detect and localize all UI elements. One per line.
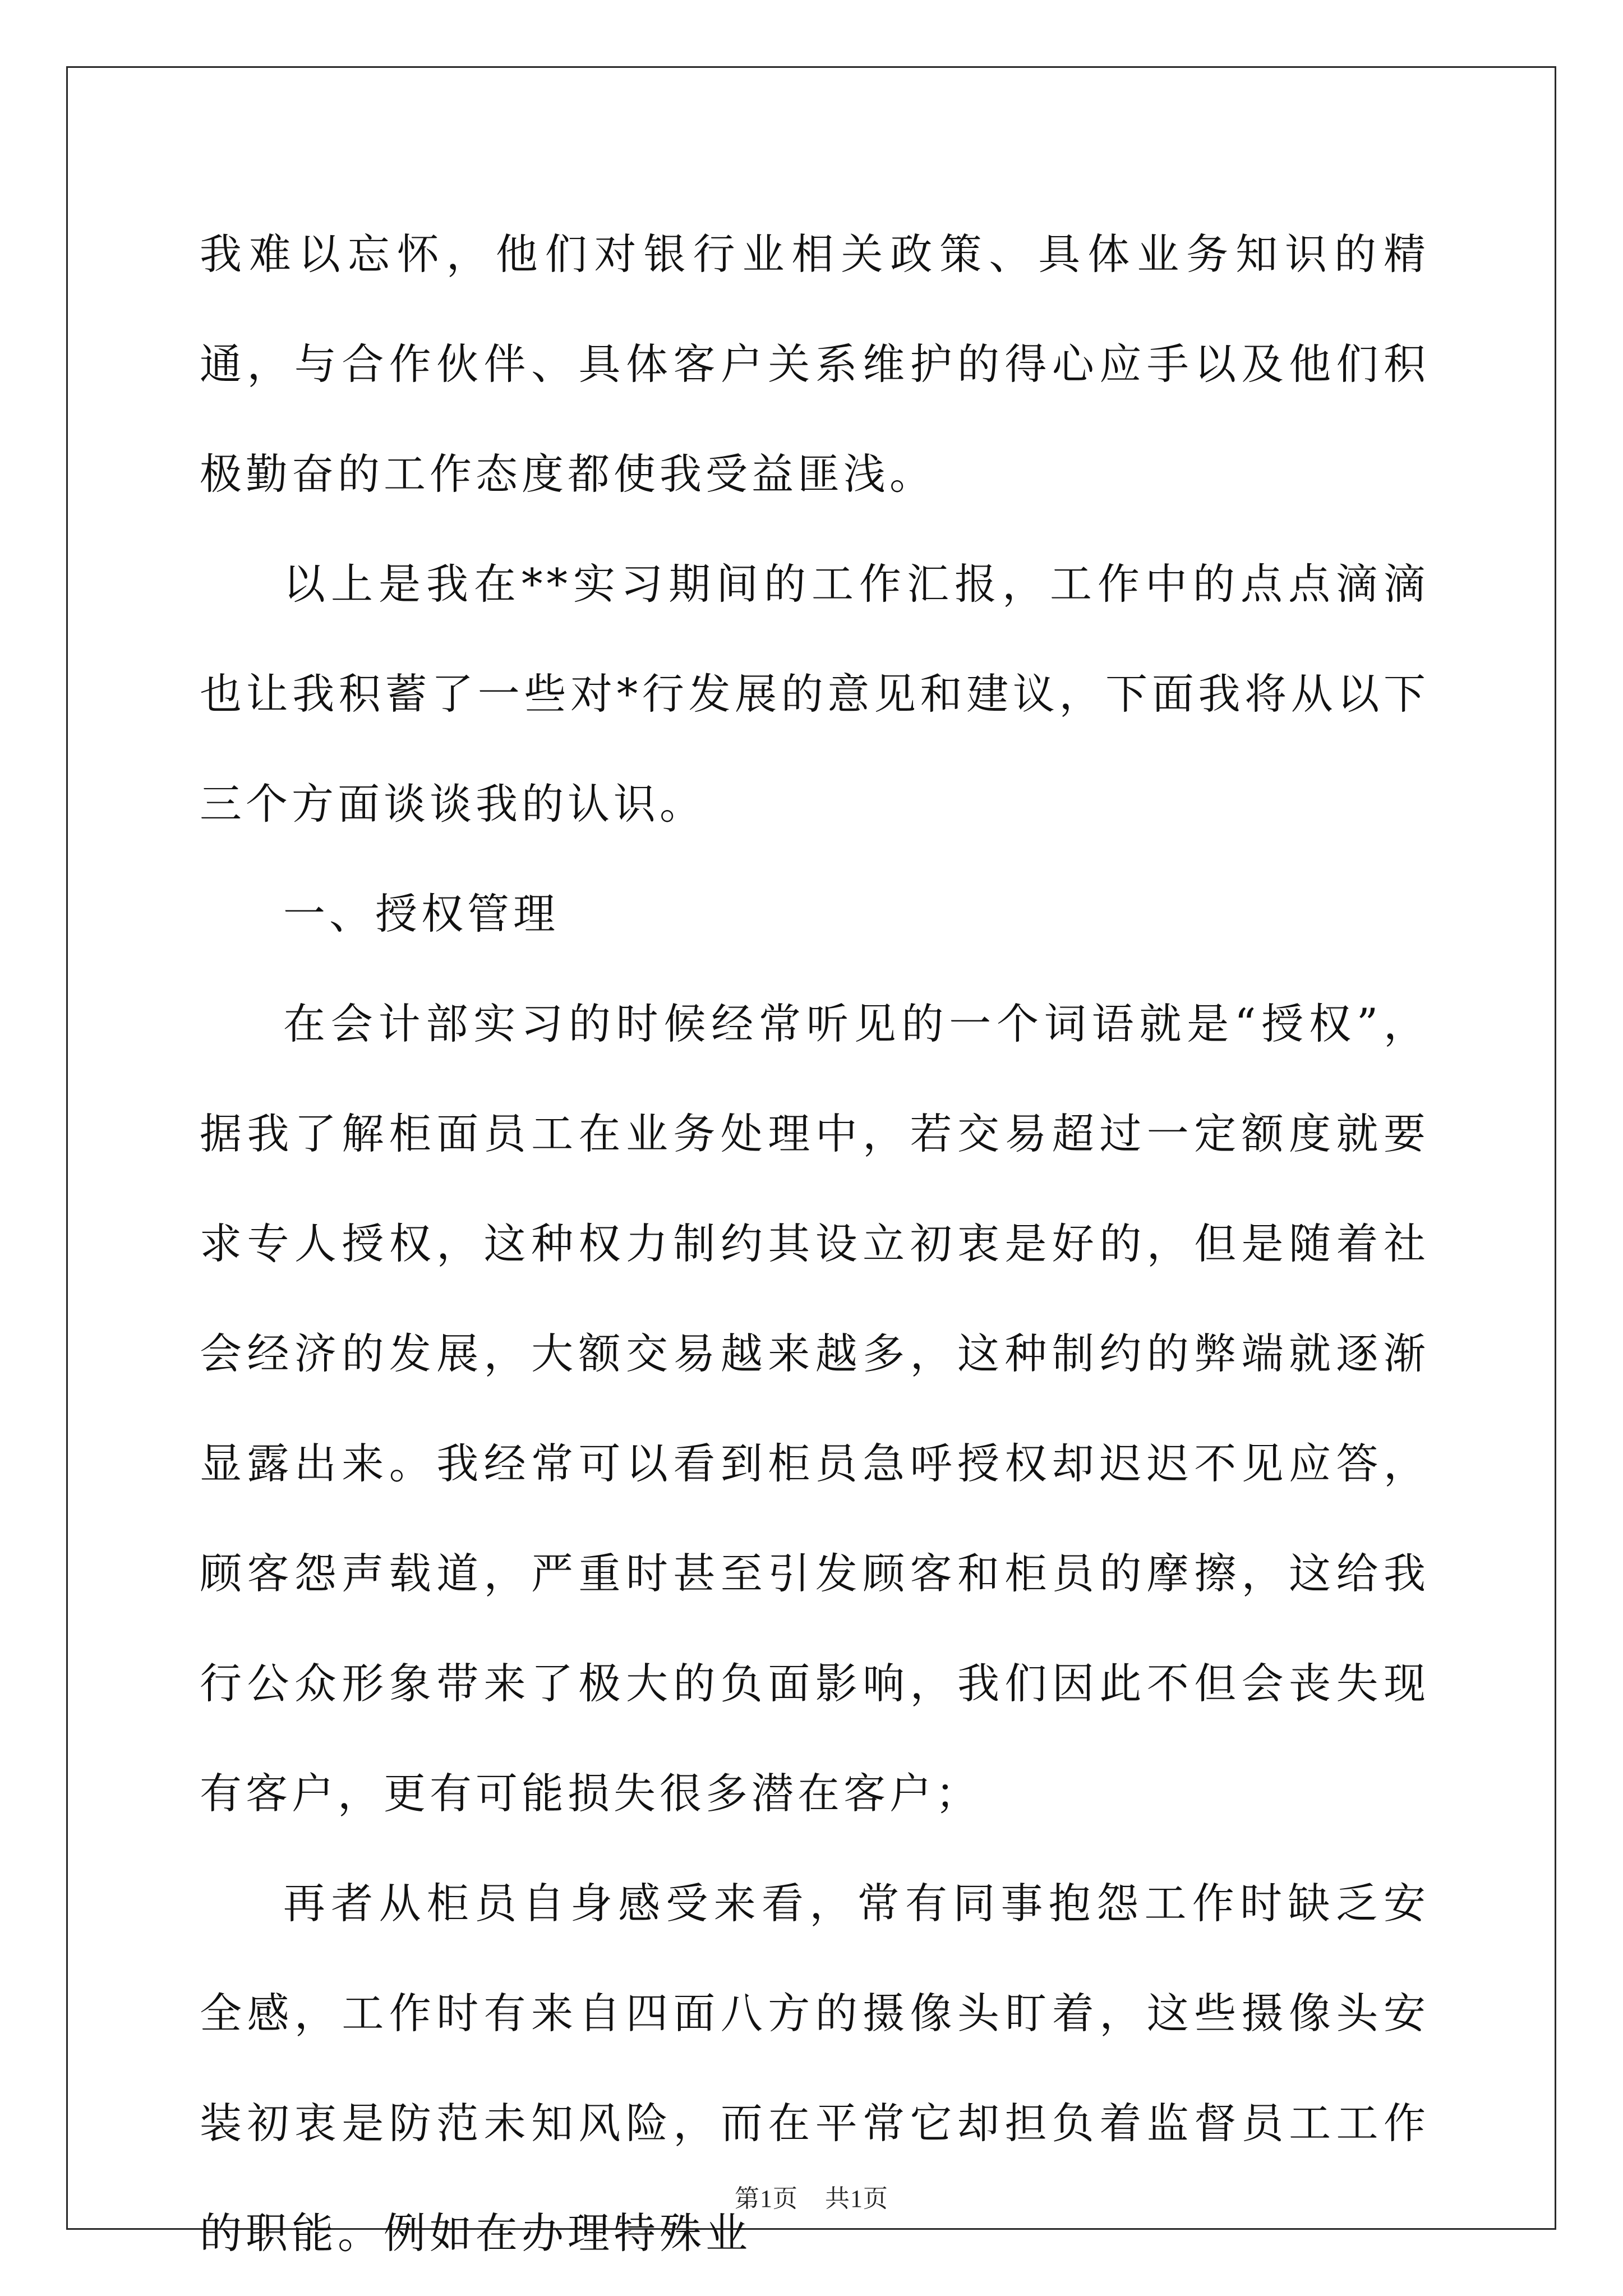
paragraph-teller-feelings: 再者从柜员自身感受来看，常有同事抱怨工作时缺乏安全感，工作时有来自四面八方的摄像头盯着，这些摄像头安装初衷是防范未知风险，而在平常它却担负着监督员工工作的职能。例如在办理特殊业 — [200, 1879, 1430, 2258]
paragraph-continuation: 我难以忘怀，他们对银行业相关政策、具体业务知识的精通，与合作伙伴、具体客户关系维护的得心应手以及他们积极勤奋的工作态度都使我受益匪浅。 — [200, 229, 1430, 499]
section-heading-authorization: 一、授权管理 — [283, 889, 560, 938]
paragraph-authorization: 在会计部实习的时候经常听见的一个词语就是“授权”，据我了解柜面员工在业务处理中，若交易超过一定额度就要求专人授权，这种权力制约其设立初衷是好的，但是随着社会经济的发展，大额交易越来越多，这种制约的弊端就逐渐显露出来。我经常可以看到柜员急呼授权却迟迟不见应答，顾客怨声载道，严重时甚至引发顾客和柜员的摩擦，这给我行公众形象带来了极大的负面影响，我们因此不但会丧失现有客户，更有可能损失很多潜在客户； — [200, 999, 1430, 1818]
page-number-total: 共1页 — [825, 2185, 888, 2212]
page-number-current: 第1页 — [735, 2185, 798, 2212]
paragraph-summary: 以上是我在**实习期间的工作汇报，工作中的点点滴滴也让我积蓄了一些对*行发展的意见和建议，下面我将从以下三个方面谈谈我的认识。 — [200, 559, 1430, 829]
page-footer — [0, 2182, 1623, 2216]
document-body — [200, 199, 1430, 2288]
